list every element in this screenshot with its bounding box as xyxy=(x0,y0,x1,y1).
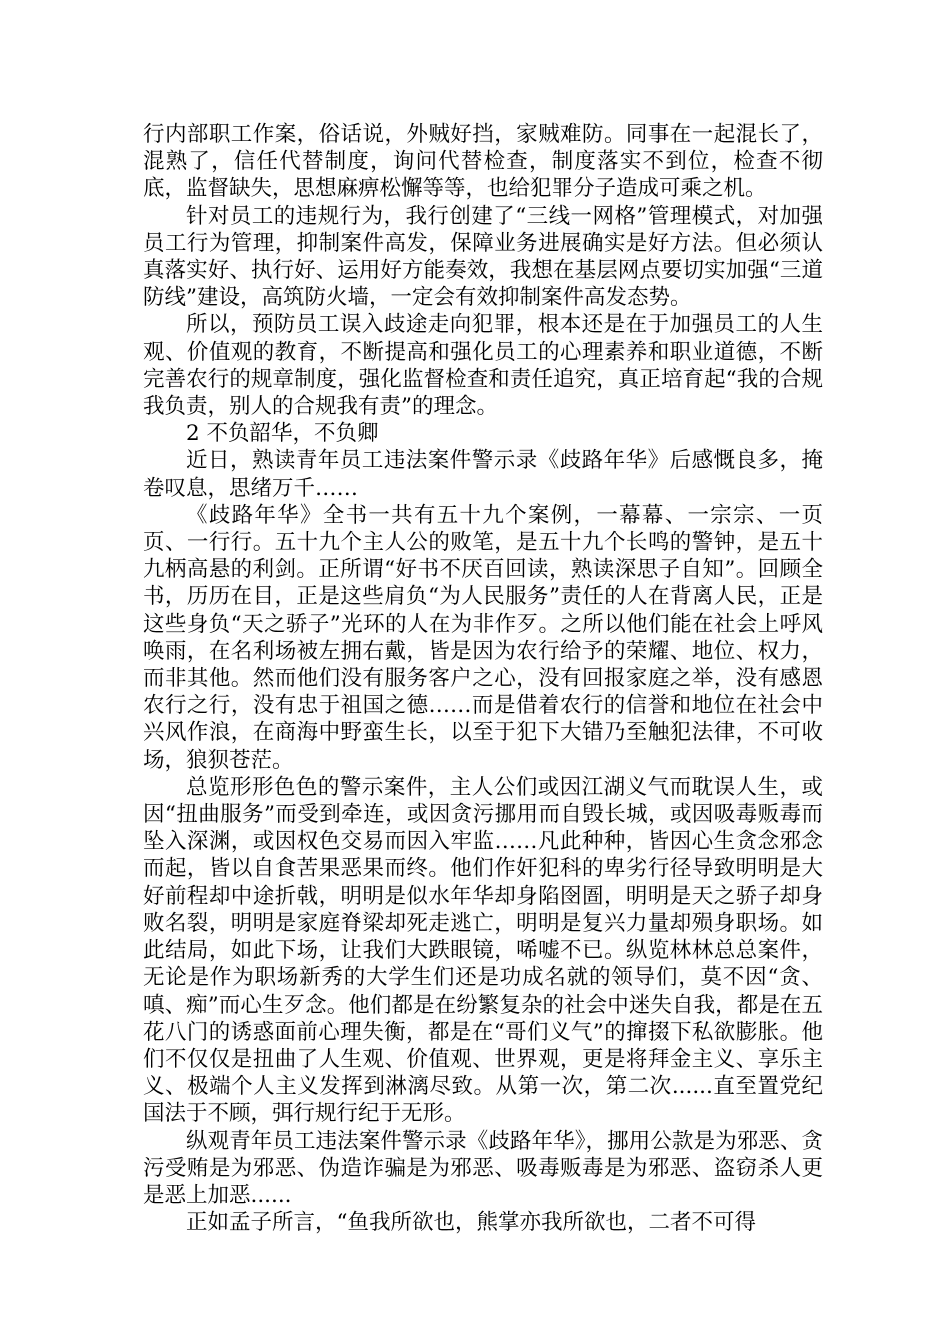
paragraph-1: 行内部职工作案，俗话说，外贼好挡，家贼难防。同事在一起混长了，混熟了，信任代替制度，询问代替检查，制度落实不到位，检查不彻底，监督缺失，思想麻痹松懈等等，也给犯罪分子造成可乘之机。 xyxy=(143,122,823,202)
paragraph-8: 正如孟子所言，“鱼我所欲也，熊掌亦我所欲也，二者不可得 xyxy=(186,1210,756,1236)
section-heading: 2 不负韶华，不负卿 xyxy=(186,421,379,447)
paragraph-5: 《歧路年华》全书一共有五十九个案例，一幕幕、一宗宗、一页页、一行行。五十九个主人公的败笔，是五十九个长鸣的警钟，是五十九柄高悬的利剑。正所谓“好书不厌百回读，熟读深思子自知”。回顾全书，历历在目，正是这些肩负“为人民服务”责任的人在背离人民，正是这些身负“天之骄子”光环的人在为非作歹。之所以他们能在社会上呼风唤雨，在名利场被左拥右戴，皆是因为农行给予的荣耀、地位、权力，而非其他。然而他们没有服务客户之心，没有回报家庭之举，没有感恩农行之行，没有忠于祖国之德……而是借着农行的信誉和地位在社会中兴风作浪，在商海中野蛮生长，以至于犯下大错乃至触犯法律，不可收场，狼狈苍茫。 xyxy=(143,502,823,773)
document-body xyxy=(143,121,823,1236)
paragraph-2: 针对员工的违规行为，我行创建了“三线一网格”管理模式，对加强员工行为管理，抑制案件高发，保障业务进展确实是好方法。但必须认真落实好、执行好、运用好方能奏效，我想在基层网点要切实加强“三道防线”建设，高筑防火墙，一定会有效抑制案件高发态势。 xyxy=(143,203,823,311)
paragraph-6: 总览形形色色的警示案件，主人公们或因江湖义气而耽误人生，或因“扭曲服务”而受到牵连，或因贪污挪用而自毁长城，或因吸毒贩毒而坠入深渊，或因权色交易而因入牢监……凡此种种，皆因心生贪念邪念而起，皆以自食苦果恶果而终。他们作奸犯科的卑劣行径导致明明是大好前程却中途折戟，明明是似水年华却身陷囹圄，明明是天之骄子却身败名裂，明明是家庭脊梁却死走逃亡，明明是复兴力量却殒身职场。如此结局，如此下场，让我们大跌眼镜，唏嘘不已。纵览林林总总案件，无论是作为职场新秀的大学生们还是功成名就的领导们，莫不因“贪、嗔、痴”而心生歹念。他们都是在纷繁复杂的社会中迷失自我，都是在五花八门的诱惑面前心理失衡，都是在“哥们义气”的撺掇下私欲膨胀。他们不仅仅是扭曲了人生观、价值观、世界观，更是将拜金主义、享乐主义、极端个人主义发挥到淋漓尽致。从第一次，第二次......直至置党纪国法于不顾，弭行规行纪于无形。 xyxy=(143,774,823,1127)
paragraph-3: 所以，预防员工误入歧途走向犯罪，根本还是在于加强员工的人生观、价值观的教育，不断提高和强化员工的心理素养和职业道德，不断完善农行的规章制度，强化监督检查和责任追究，真正培育起“我的合规我负责，别人的合规我有责”的理念。 xyxy=(143,312,823,420)
paragraph-7: 纵观青年员工违法案件警示录《歧路年华》，挪用公款是为邪恶、贪污受贿是为邪恶、伪造诈骗是为邪恶、吸毒贩毒是为邪恶、盗窃杀人更是恶上加恶...... xyxy=(143,1128,823,1208)
paragraph-4: 近日，熟读青年员工违法案件警示录《歧路年华》后感慨良多，掩卷叹息，思绪万千…… xyxy=(143,448,823,501)
